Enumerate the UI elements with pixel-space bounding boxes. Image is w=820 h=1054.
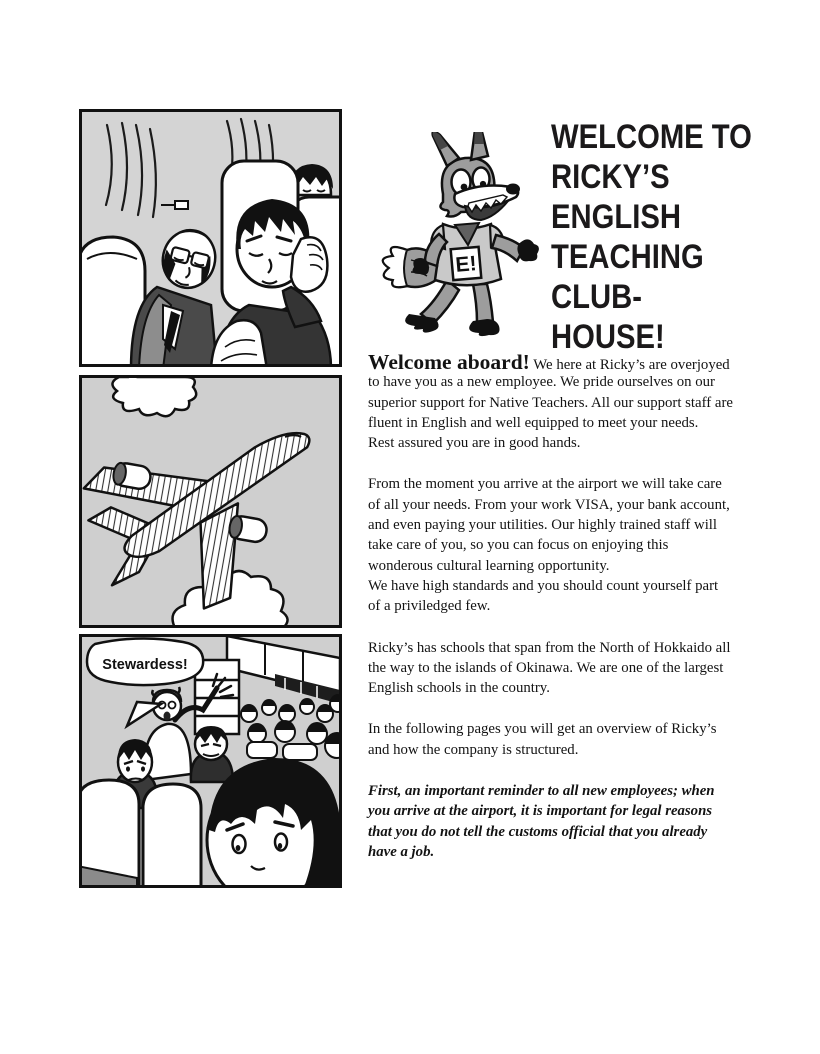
text-line: In the following pages you will get an overview of Ricky’s: [368, 721, 717, 738]
paragraph-warning: [368, 781, 752, 862]
title-line: RICKY’S: [551, 158, 670, 196]
galley-rack: [195, 660, 239, 734]
text-line: We have high standards and you should count yourself part: [368, 577, 719, 594]
text-line: fluent in English and well equipped to meet your needs.: [368, 414, 699, 431]
text-line: Rest assured you are in good hands.: [368, 435, 581, 452]
title-line: TEACHING: [551, 238, 704, 276]
text-line: and how the company is structured.: [368, 741, 579, 758]
text-line: wonderous cultural learning opportunity.: [368, 557, 610, 574]
text-line: English schools in the country.: [368, 680, 550, 697]
fox-front-leg: [473, 284, 493, 322]
paragraph-schools: [368, 638, 752, 699]
paragraph-welcome: [368, 352, 752, 453]
shirt-logo-text: E!: [454, 252, 478, 277]
text-line: First, an important reminder to all new employees; when: [368, 783, 715, 800]
text-line: take care of you, so you can focus on enjoying this: [368, 537, 669, 554]
seat-center: [143, 784, 201, 888]
speech-bubble-text: Stewardess!: [102, 657, 188, 673]
cabin-crowd-illustration: [79, 634, 342, 888]
fox-mascot-illustration: [381, 132, 549, 340]
fox-right-hand: [517, 239, 539, 261]
text-line: to have you as a new employee. We pride ourselves on our: [368, 374, 715, 391]
comic-panel-cabin-sleeping: [79, 109, 342, 367]
text-line: Welcome aboard! We here at Ricky’s are overjoyed: [368, 350, 730, 374]
paragraph-support: [368, 474, 752, 616]
title-line: HOUSE!: [551, 318, 665, 356]
welcome-lead: Welcome aboard!: [368, 350, 530, 374]
fox-left-hand: [412, 258, 429, 275]
cabin-sleeping-illustration: [79, 109, 342, 367]
fox-shirt: [431, 223, 504, 285]
paragraph-overview: [368, 719, 752, 760]
cloud-top: [112, 375, 196, 416]
fox-mascot: [381, 132, 549, 345]
fox-nose: [506, 184, 520, 195]
text-line: of a priviledged few.: [368, 598, 491, 615]
airplane-illustration: [79, 375, 342, 628]
page-title: [551, 117, 785, 357]
text-line: of all your needs. From your work VISA, your bank account,: [368, 496, 730, 513]
fox-front-foot: [469, 319, 499, 336]
text-line: superior support for Native Teachers. All our support staff are: [368, 394, 733, 411]
title-line: ENGLISH: [551, 198, 681, 236]
text-line: From the moment you arrive at the airport we will take care: [368, 476, 722, 493]
title-line: WELCOME TO: [551, 118, 752, 156]
text-line: and even paying your utilities. Our highly trained staff will: [368, 517, 718, 534]
body-text: [368, 352, 752, 883]
fox-head: [433, 132, 520, 220]
text-line: have a job.: [368, 843, 435, 860]
comic-panel-cabin-crowd: [79, 634, 342, 888]
text-line: that you do not tell the customs official that you already: [368, 823, 708, 840]
comic-panel-airplane: [79, 375, 342, 628]
title-line: CLUB-: [551, 278, 642, 316]
text-line: Ricky’s has schools that span from the North of Hokkaido all: [368, 639, 731, 656]
text-line: the way to the islands of Okinawa. We are one of the largest: [368, 659, 724, 676]
text-line: you arrive at the airport, it is important for legal reasons: [368, 803, 713, 820]
